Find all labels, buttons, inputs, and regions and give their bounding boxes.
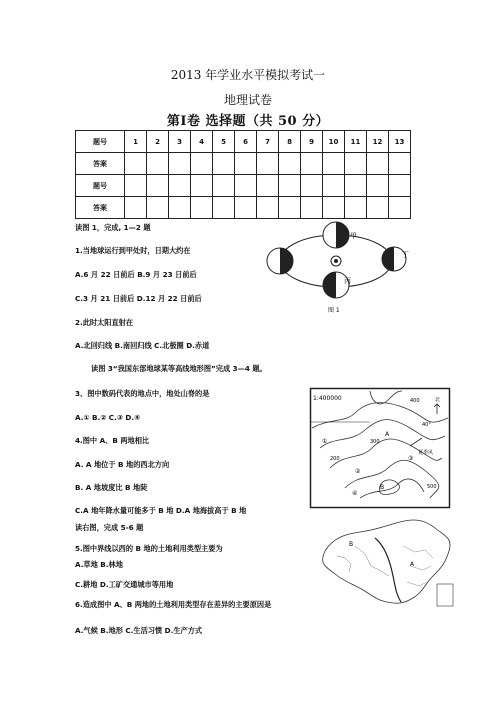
question-number: 8: [279, 131, 301, 153]
question-3: 3、图中数码代表的地点中，地处山脊的是: [75, 389, 210, 398]
answer-cell[interactable]: [191, 153, 213, 175]
question-number-cell: [125, 175, 147, 197]
section-heading: 第Ⅰ卷 选择题（共 50 分）: [166, 114, 330, 129]
question-2: 2.此时太阳直射在: [75, 318, 134, 327]
question-4: 4.图中 A、B 两地相比: [75, 436, 150, 445]
answer-cell[interactable]: [235, 197, 257, 219]
answer-cell[interactable]: [235, 153, 257, 175]
question-number-cell: [279, 175, 301, 197]
q4-option-a: A. A 地位于 B 地的西北方向: [75, 460, 170, 469]
question-number-cell: [301, 175, 323, 197]
answer-cell[interactable]: [257, 153, 279, 175]
answer-cell[interactable]: [191, 197, 213, 219]
question-number-cell: [213, 175, 235, 197]
map-scale: 1:400000: [313, 395, 342, 402]
instruction-q5-6: 读右图，完成 5-6 题: [75, 523, 144, 532]
row-label: 答案: [76, 153, 125, 175]
question-number: 1: [125, 131, 147, 153]
question-number-cell: [191, 175, 213, 197]
marker-3: ③: [408, 455, 414, 462]
question-number: 2: [147, 131, 169, 153]
subject-title: 地理试卷: [223, 93, 272, 107]
answer-cell[interactable]: [367, 153, 389, 175]
question-number: 6: [235, 131, 257, 153]
figure-1-caption: 图 1: [328, 307, 340, 314]
question-number-cell: [147, 175, 169, 197]
china-outline: [323, 520, 450, 603]
question-6: 6.造成图中 A、B 两地的土地利用类型存在差异的主要原因是: [75, 600, 272, 609]
answer-cell[interactable]: [323, 153, 345, 175]
label-300: 300: [370, 439, 380, 445]
instruction-q1-2: 读图 1，完成, 1—2 题: [75, 223, 151, 232]
china-map-figure: [315, 516, 460, 611]
q3-options: A.① B.② C.③ D.④: [75, 413, 141, 422]
question-number: 3: [169, 131, 191, 153]
answer-cell[interactable]: [147, 153, 169, 175]
question-number-cell: [235, 175, 257, 197]
label-bing: 丙: [344, 277, 351, 285]
q5-options-ab: A.草地 B.林地: [75, 560, 123, 569]
question-number-cell: [169, 175, 191, 197]
q1-options-ab: A.6 月 22 日前后 B.9 月 23 日前后: [75, 270, 197, 279]
label-ding: 丁: [402, 251, 409, 259]
answer-cell[interactable]: [169, 197, 191, 219]
table-row: [76, 153, 411, 175]
answer-cell[interactable]: [169, 153, 191, 175]
q2-options: A.北回归线 B.南回归线 C.北极圈 D.赤道: [75, 341, 210, 350]
question-number: 12: [367, 131, 389, 153]
question-number-cell: [323, 175, 345, 197]
marker-4: ④: [352, 490, 358, 497]
question-number-cell: [257, 175, 279, 197]
answer-cell[interactable]: [345, 153, 367, 175]
label-500: 500: [427, 484, 437, 490]
answer-cell[interactable]: [301, 153, 323, 175]
answer-cell[interactable]: [125, 197, 147, 219]
latitude-label: 40°: [422, 422, 431, 428]
q6-options: A.气候 B.地形 C.生活习惯 D.生产方式: [75, 626, 203, 635]
answer-table: [75, 130, 411, 219]
answer-cell[interactable]: [279, 153, 301, 175]
label-200: 200: [330, 456, 340, 462]
question-number: 4: [191, 131, 213, 153]
q4-option-b: B. A 地坡度比 B 地陡: [75, 483, 148, 492]
question-number-cell: [389, 175, 411, 197]
point-b: B: [380, 484, 385, 491]
earth-orbit-figure: [262, 215, 408, 315]
question-number: 7: [257, 131, 279, 153]
south-sea-inset: [437, 584, 453, 606]
question-number: 11: [345, 131, 367, 153]
row-label: 题号: [76, 131, 125, 153]
question-number: 10: [323, 131, 345, 153]
question-number-cell: [345, 175, 367, 197]
table-row: [76, 175, 411, 197]
answer-cell[interactable]: [147, 197, 169, 219]
north-label: 北: [435, 397, 441, 403]
contour-map-figure: [310, 388, 450, 508]
question-5: 5.图中界线以西的 B 地的土地利用类型主要为: [75, 544, 223, 553]
region-a: A: [410, 561, 415, 568]
label-400: 400: [410, 398, 420, 404]
row-label: 题号: [76, 175, 125, 197]
table-row: [76, 131, 411, 153]
q1-options-cd: C.3 月 21 日前后 D.12 月 22 日前后: [75, 294, 202, 303]
instruction-q3-4: 读图 3“我国东部地球某等高线地形图”完成 3—4 题。: [91, 364, 267, 373]
question-number: 13: [389, 131, 411, 153]
row-label: 答案: [76, 197, 125, 219]
answer-cell[interactable]: [125, 153, 147, 175]
answer-cell[interactable]: [389, 153, 411, 175]
answer-cell[interactable]: [213, 197, 235, 219]
q5-options-cd: C.耕地 D.工矿交通城市等用地: [75, 580, 174, 589]
question-1: 1.当地球运行到甲处时，日期大约在: [75, 246, 191, 255]
question-number: 5: [213, 131, 235, 153]
question-number-cell: [367, 175, 389, 197]
marker-2: ②: [355, 468, 361, 475]
label-jia: 甲: [350, 232, 357, 240]
marker-1: ①: [322, 438, 328, 445]
q4-options-cd: C.A 地年降水量可能多于 B 地 D.A 地海拔高于 B 地: [75, 506, 247, 515]
region-b: B: [349, 541, 354, 548]
monsoon-label: 夏季风: [418, 450, 434, 456]
question-number: 9: [301, 131, 323, 153]
answer-cell[interactable]: [213, 153, 235, 175]
exam-title: 2013 年学业水平模拟考试一: [170, 68, 326, 82]
point-a: A: [385, 431, 390, 438]
